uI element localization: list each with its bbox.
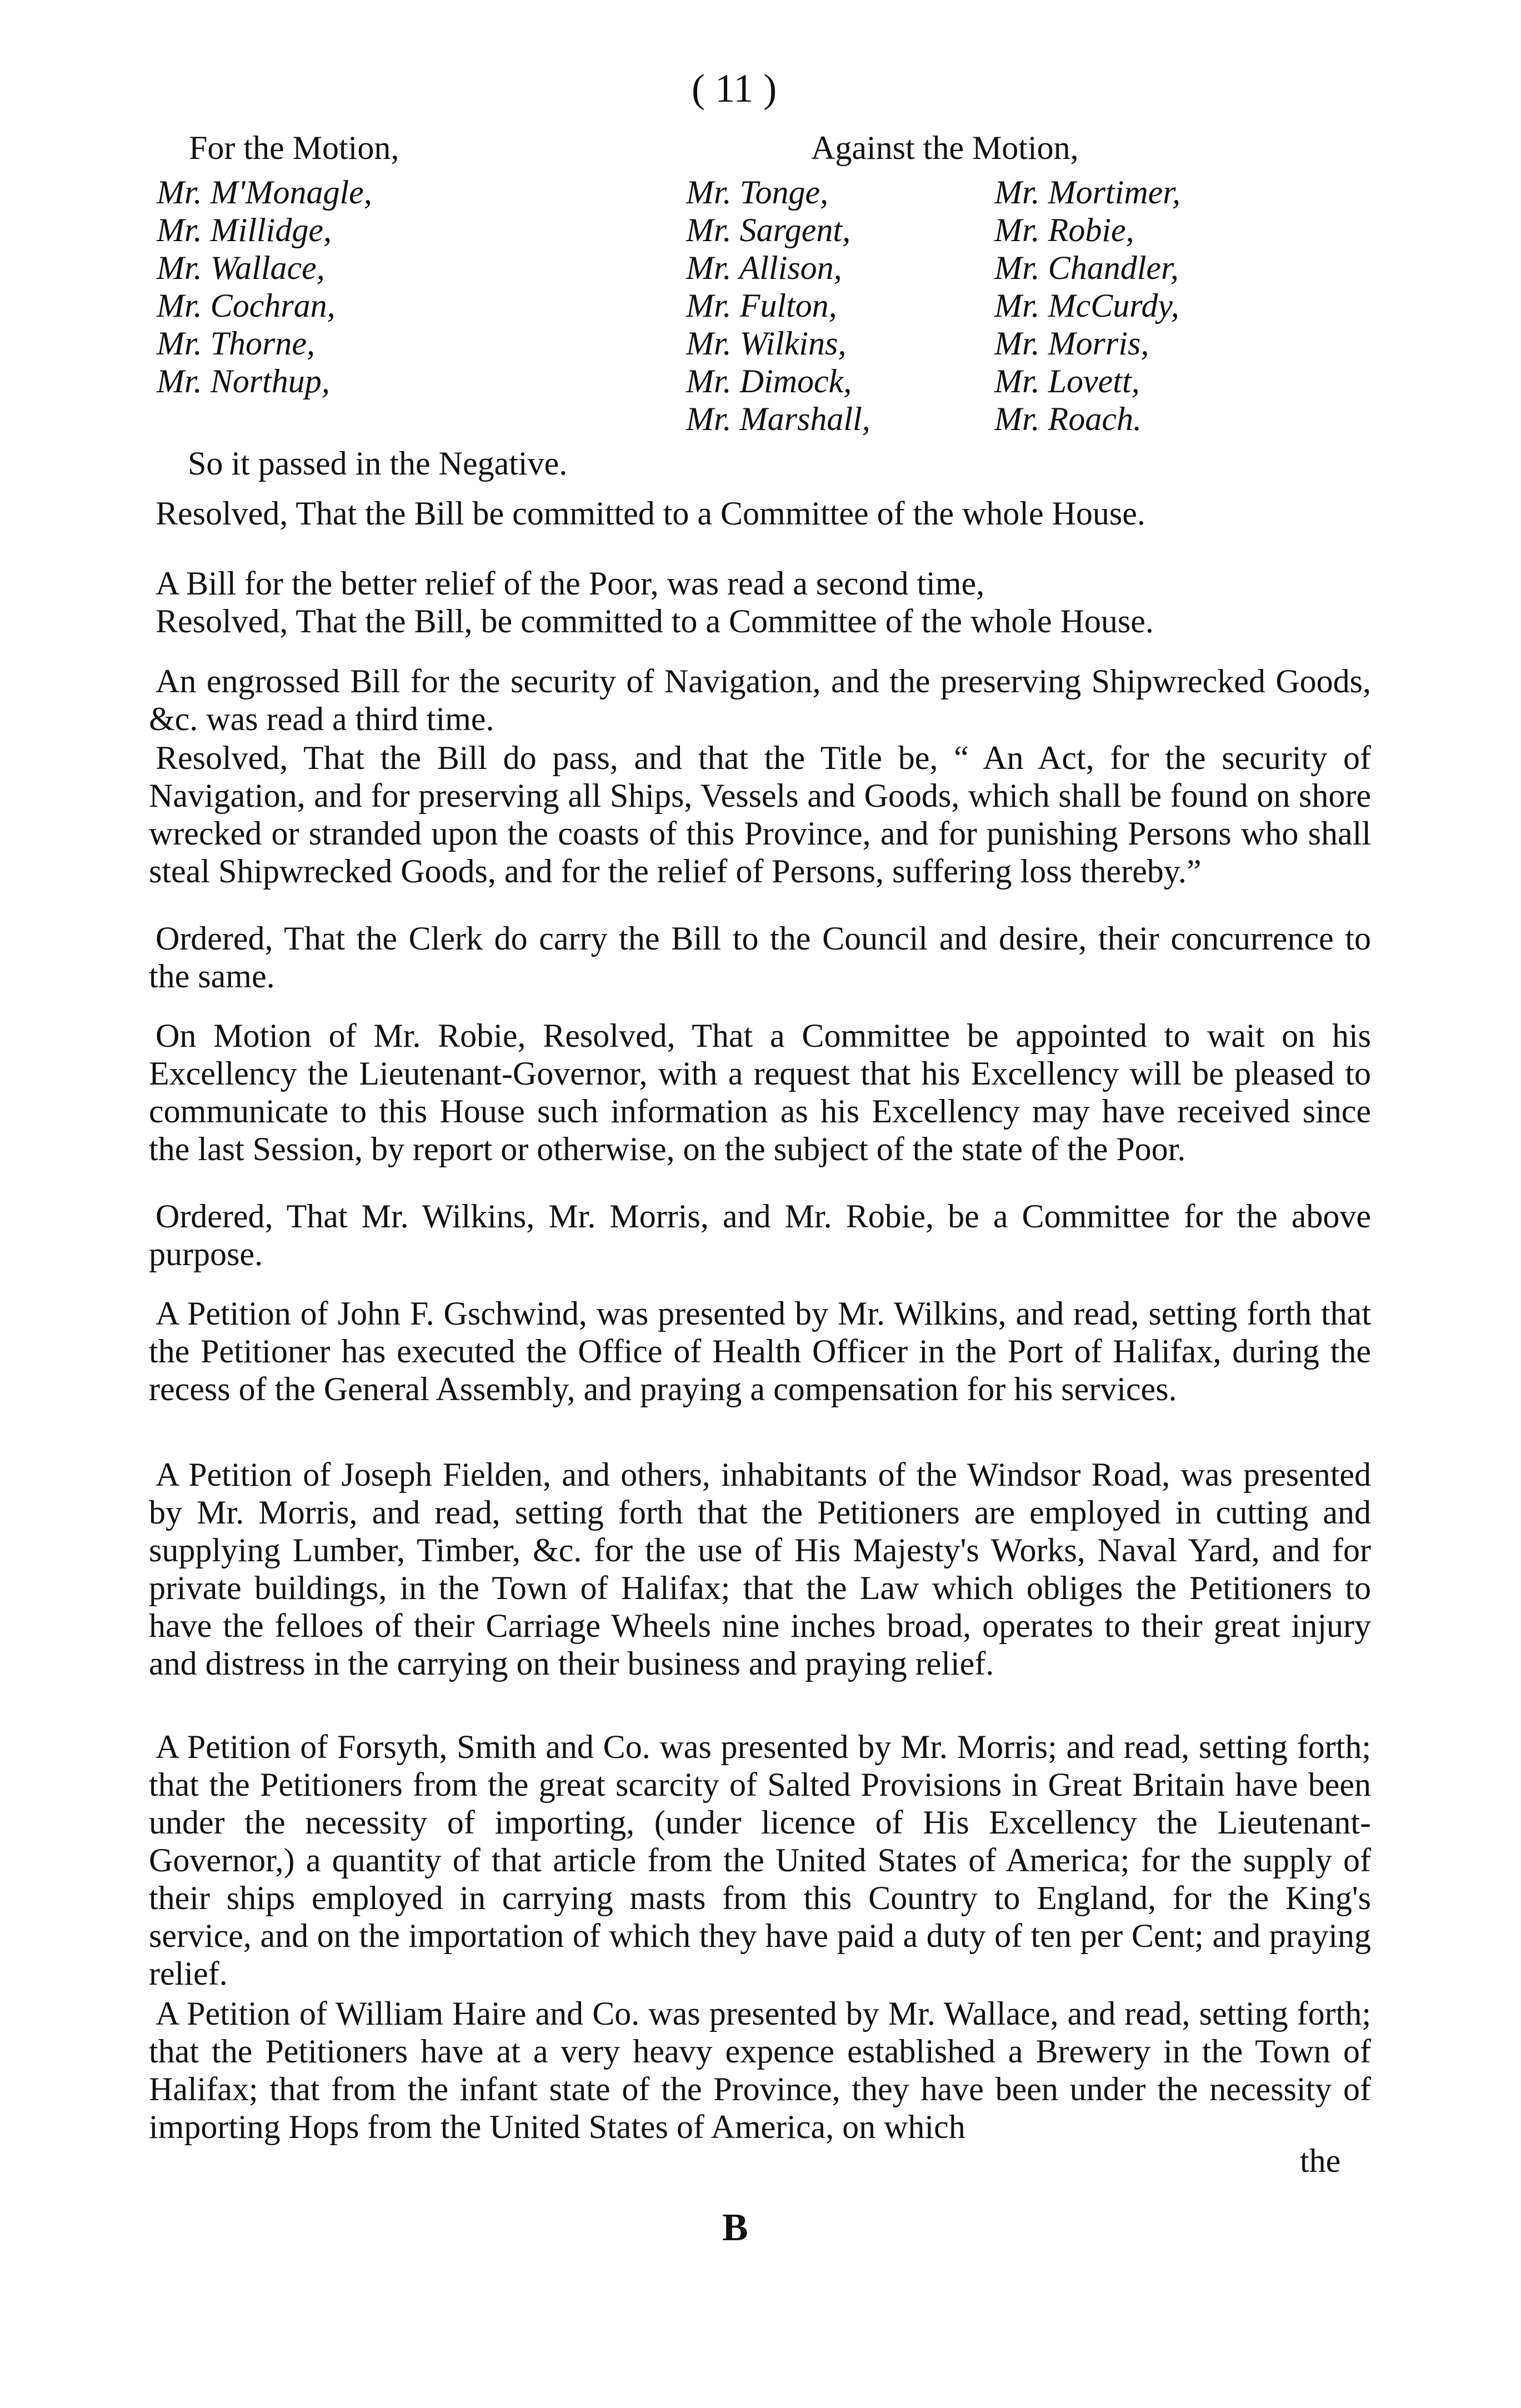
voter-name: Mr. Wilkins, xyxy=(686,325,847,362)
against-motion-list-2 xyxy=(994,173,1180,438)
voter-name: Mr. Allison, xyxy=(686,249,842,286)
voter-name: Mr. Chandler, xyxy=(994,249,1179,286)
paragraph: A Petition of William Haire and Co. was presented by Mr. Wallace, and read, setting forth; that the Petitioners have at a very heavy expence established a Brewery in the Town of Halifax; that from the infant state of the Province, they have been under the necessity of importing Hops from the United States of America, on which xyxy=(149,1995,1371,2145)
paragraph: Resolved, That the Bill do pass, and that the Title be, “ An Act, for the security of Navigation, and for preserving all Ships, Vessels and Goods, which shall be found on shore wrecked or stranded upon the coasts of this Province, and for punishing Persons who shall steal Shipwrecked Goods, and for the relief of Persons, suffering loss thereby.” xyxy=(149,740,1371,890)
against-motion-heading: Against the Motion, xyxy=(811,129,1079,166)
paragraph: On Motion of Mr. Robie, Resolved, That a Committee be appointed to wait on his Excellency the Lieutenant-Governor, with a request that his Excellency will be pleased to communicate to this House such information as his Excellency may have received since the last Session, by report or otherwise, on the subject of the state of the Poor. xyxy=(149,1017,1371,1167)
paragraph: A Petition of John F. Gschwind, was presented by Mr. Wilkins, and read, setting forth that the Petitioner has executed the Office of Health Officer in the Port of Halifax, during the recess of the General Assembly, and praying a compensation for his services. xyxy=(149,1295,1371,1407)
voter-name: Mr. Northup, xyxy=(157,363,330,399)
voter-name: Mr. Roach. xyxy=(994,401,1142,437)
voter-name: Mr. Lovett, xyxy=(994,363,1140,399)
voter-name: Mr. Tonge, xyxy=(686,174,829,211)
paragraph: A Petition of Joseph Fielden, and others, inhabitants of the Windsor Road, was presented by Mr. Morris, and read, setting forth that the Petitioners are employed in cutting and supplying Lumber, Timber, &c. for the use of His Majesty's Works, Naval Yard, and for private buildings, in the Town of Halifax; that the Law which obliges the Petitioners to have the felloes of their Carriage Wheels nine inches broad, operates to their great injury and distress in the carrying on their business and praying relief. xyxy=(149,1456,1371,1682)
paragraph: A Petition of Forsyth, Smith and Co. was presented by Mr. Morris; and read, setting forth; that the Petitioners from the great scarcity of Salted Provisions in Great Britain have been under the necessity of importing, (under licence of His Excellency the Lieutenant-Governor,) a quantity of that article from the United States of America; for the supply of their ships employed in carrying masts from this Country to England, for the King's service, and on the importation of which they have paid a duty of ten per Cent; and praying relief. xyxy=(149,1728,1371,1992)
paragraph: An engrossed Bill for the security of Navigation, and the preserving Shipwrecked Goods, &c. was read a third time. xyxy=(149,663,1371,737)
voter-name: Mr. Sargent, xyxy=(686,212,851,248)
voter-name: Mr. Morris, xyxy=(994,325,1149,362)
for-motion-list xyxy=(157,173,372,400)
voter-name: Mr. Wallace, xyxy=(157,249,325,286)
voter-name: Mr. Marshall, xyxy=(686,401,870,437)
voter-name: Mr. Thorne, xyxy=(157,325,316,362)
for-motion-heading: For the Motion, xyxy=(189,129,399,166)
catchword: the xyxy=(1300,2142,1341,2179)
division-result: So it passed in the Negative. xyxy=(188,445,568,482)
voter-name: Mr. Robie, xyxy=(994,212,1134,248)
paragraph: A Bill for the better relief of the Poor, was read a second time, xyxy=(156,565,985,602)
voter-name: Mr. Fulton, xyxy=(686,287,837,324)
voter-name: Mr. McCurdy, xyxy=(994,287,1179,324)
paragraph: Resolved, That the Bill be committed to a Committee of the whole House. xyxy=(156,495,1145,532)
voter-name: Mr. Mortimer, xyxy=(994,174,1181,211)
page-number: ( 11 ) xyxy=(692,66,777,111)
signature-mark: B xyxy=(722,2206,748,2249)
voter-name: Mr. Cochran, xyxy=(157,287,336,324)
voter-name: Mr. Millidge, xyxy=(157,212,332,248)
voter-name: Mr. Dimock, xyxy=(686,363,852,399)
paragraph: Resolved, That the Bill, be committed to a Committee of the whole House. xyxy=(156,603,1154,640)
voter-name: Mr. M'Monagle, xyxy=(157,174,372,211)
against-motion-list-1 xyxy=(686,173,870,438)
paragraph: Ordered, That the Clerk do carry the Bill to the Council and desire, their concurrence to the same. xyxy=(149,920,1371,995)
paragraph: Ordered, That Mr. Wilkins, Mr. Morris, and Mr. Robie, be a Committee for the above purpose. xyxy=(149,1198,1371,1272)
